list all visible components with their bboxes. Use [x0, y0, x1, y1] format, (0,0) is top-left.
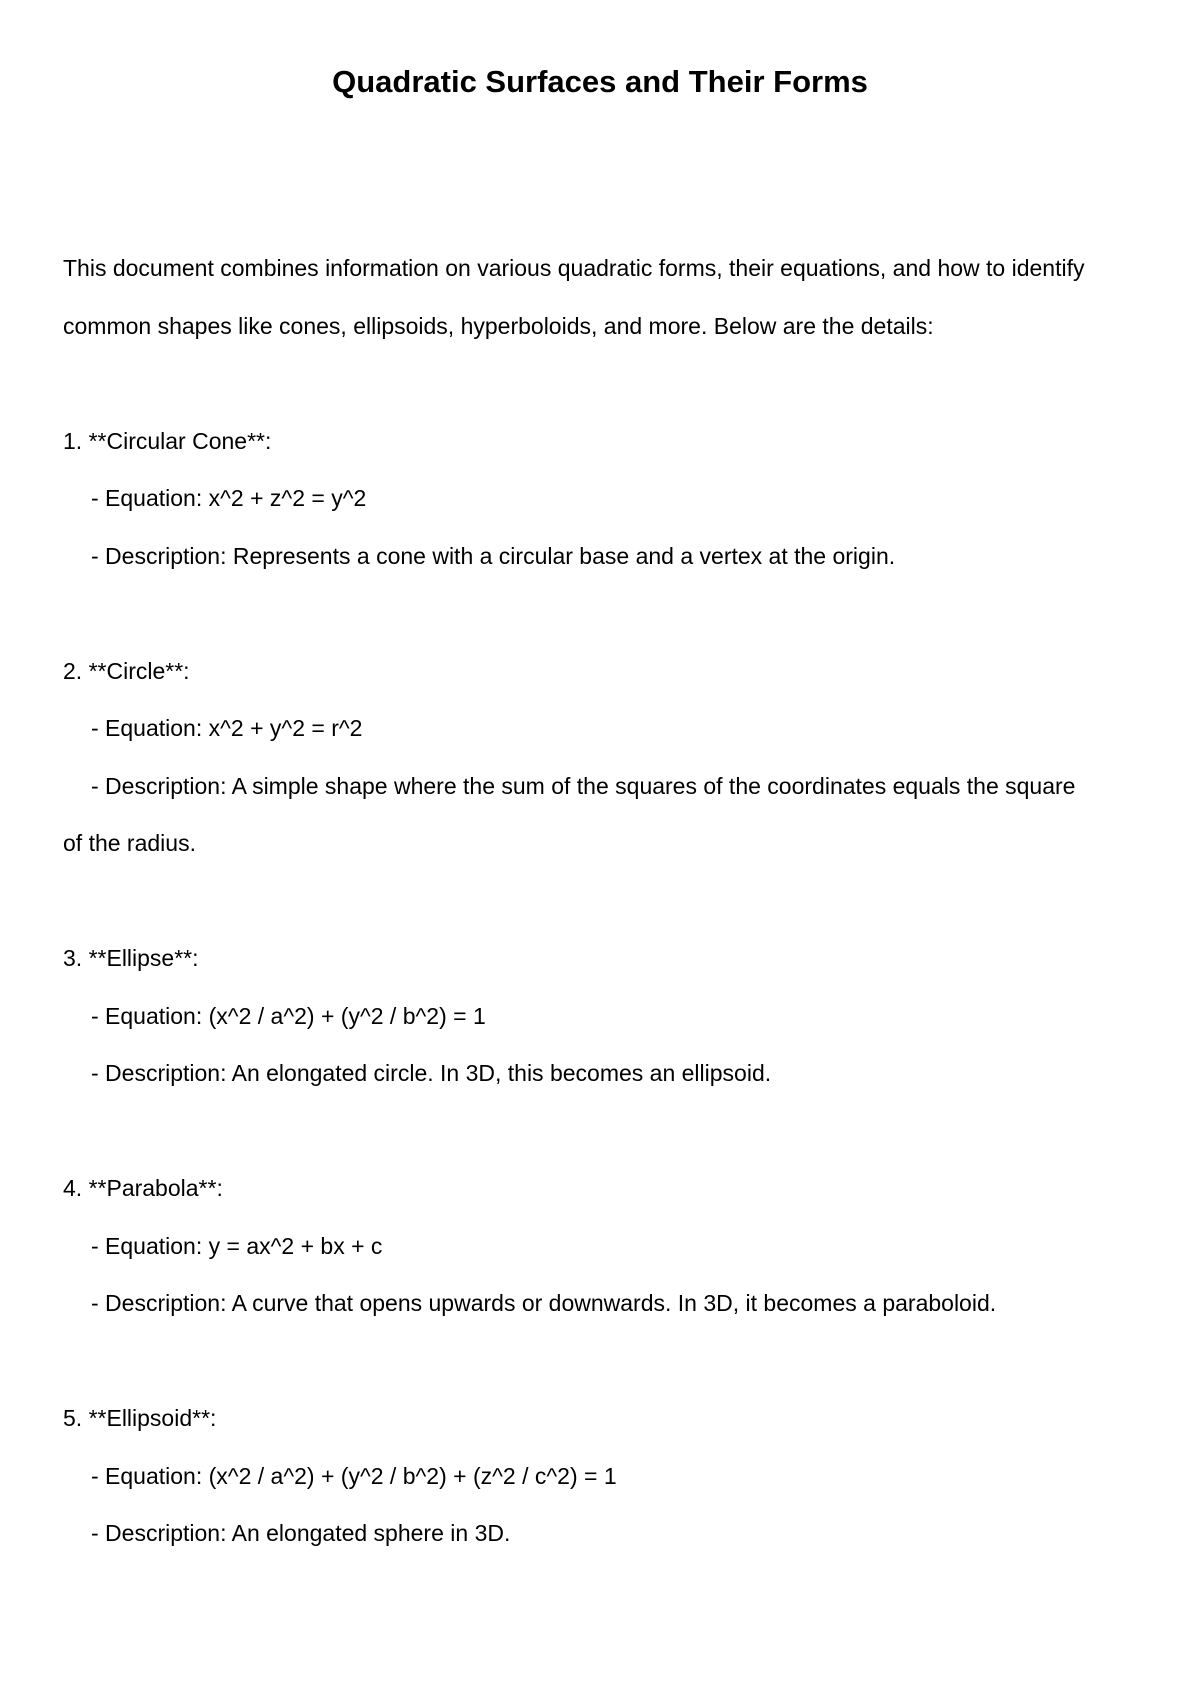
- section-equation-circle: - Equation: x^2 + y^2 = r^2: [91, 715, 363, 741]
- section-heading-ellipsoid: 5. **Ellipsoid**:: [63, 1405, 217, 1431]
- section-description-ellipsoid: - Description: An elongated sphere in 3D.: [91, 1520, 511, 1546]
- section-heading-ellipse: 3. **Ellipse**:: [63, 945, 199, 971]
- spacer: [63, 1103, 1163, 1161]
- section-description-ellipse: - Description: An elongated circle. In 3D, this becomes an ellipsoid.: [91, 1060, 772, 1086]
- section-description-circle: - Description: A simple shape where the sum of the squares of the coordinates equals the square: [91, 772, 1076, 799]
- document-title: Quadratic Surfaces and Their Forms: [332, 64, 868, 99]
- intro-line-1: This document combines information on various quadratic forms, their equations, and how to identify: [63, 255, 1085, 281]
- section-heading-circle: 2. **Circle**:: [63, 657, 190, 684]
- section-equation-ellipse: - Equation: (x^2 / a^2) + (y^2 / b^2) = 1: [91, 1002, 486, 1029]
- intro-line-2: common shapes like cones, ellipsoids, hyperboloids, and more. Below are the details:: [63, 312, 934, 339]
- section-description-circular-cone: - Description: Represents a cone with a circular base and a vertex at the origin.: [91, 542, 896, 569]
- section-description-circle-continued: of the radius.: [63, 830, 196, 856]
- spacer: [63, 873, 1163, 931]
- document-body: [63, 240, 1163, 1563]
- section-heading-parabola: 4. **Parabola**:: [63, 1175, 223, 1201]
- spacer: [63, 585, 1163, 643]
- spacer: [63, 1333, 1163, 1391]
- section-description-parabola: - Description: A curve that opens upwards or downwards. In 3D, it becomes a paraboloid.: [91, 1290, 997, 1316]
- section-heading-circular-cone: 1. **Circular Cone**:: [63, 427, 272, 454]
- spacer: [63, 355, 1163, 413]
- section-equation-parabola: - Equation: y = ax^2 + bx + c: [91, 1232, 383, 1259]
- section-equation-circular-cone: - Equation: x^2 + z^2 = y^2: [91, 485, 367, 511]
- section-equation-ellipsoid: - Equation: (x^2 / a^2) + (y^2 / b^2) + (z^2 / c^2) = 1: [91, 1462, 617, 1489]
